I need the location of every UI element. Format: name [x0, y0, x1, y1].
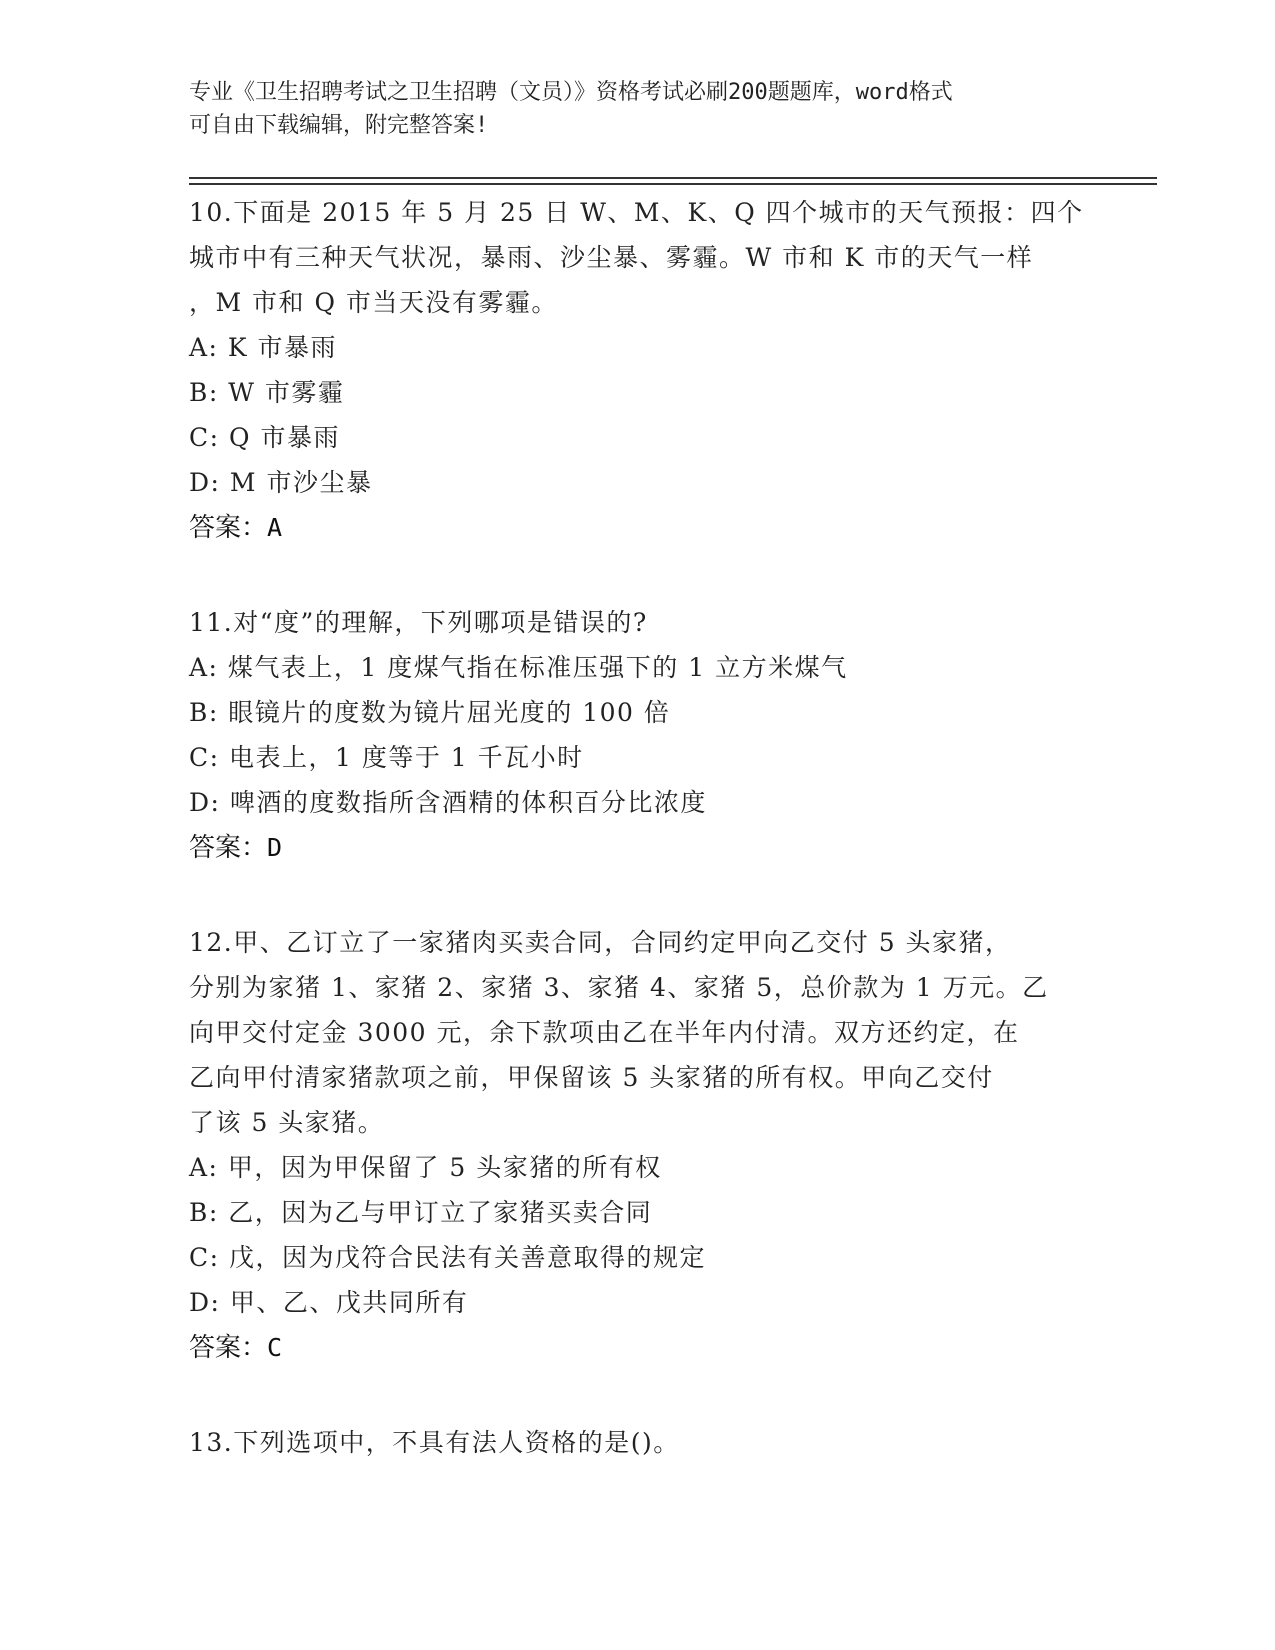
question-stem-line: 分别为家猪 1、家猪 2、家猪 3、家猪 4、家猪 5，总价款为 1 万元。乙 — [189, 973, 1049, 1002]
option-c: C: 戊，因为戊符合民法有关善意取得的规定 — [189, 1243, 706, 1272]
option-b: B: 眼镜片的度数为镜片屈光度的 100 倍 — [189, 698, 671, 727]
question-stem-line: 10.下面是 2015 年 5 月 25 日 W、M、K、Q 四个城市的天气预报：四个 — [189, 198, 1084, 227]
answer-line — [189, 505, 1089, 550]
question-stem-line: 13.下列选项中，不具有法人资格的是()。 — [189, 1428, 680, 1457]
option-c: C: Q 市暴雨 — [189, 423, 340, 452]
question-stem-line: 11.对“度”的理解，下列哪项是错误的? — [189, 608, 648, 637]
question-stem-line: 了该 5 头家猪。 — [189, 1108, 385, 1137]
question-stem-line: 乙向甲付清家猪款项之前，甲保留该 5 头家猪的所有权。甲向乙交付 — [189, 1063, 994, 1092]
option-a: A: K 市暴雨 — [189, 333, 338, 362]
question-spacer — [189, 550, 1089, 600]
header-divider-top — [189, 177, 1157, 179]
option-b: B: W 市雾霾 — [189, 378, 345, 407]
question-block — [189, 920, 1089, 1370]
option-c: C: 电表上，1 度等于 1 千瓦小时 — [189, 743, 584, 772]
question-stem-line: 12.甲、乙订立了一家猪肉买卖合同，合同约定甲向乙交付 5 头家猪， — [189, 928, 1012, 957]
option-d: D: M 市沙尘暴 — [189, 468, 373, 497]
answer-line — [189, 825, 1089, 870]
option-b: B: 乙，因为乙与甲订立了家猪买卖合同 — [189, 1198, 653, 1227]
answer-line — [189, 1325, 1089, 1370]
question-block — [189, 190, 1089, 550]
question-stem-line: 城市中有三种天气状况，暴雨、沙尘暴、雾霾。W 市和 K 市的天气一样 — [189, 243, 1034, 272]
option-a: A: 甲，因为甲保留了 5 头家猪的所有权 — [189, 1153, 662, 1182]
answer-value: C — [267, 1333, 283, 1362]
answer-label: 答案： — [189, 1333, 268, 1363]
header-title-line: 专业《卫生招聘考试之卫生招聘（文员）》资格考试必刷200题题库，word格式 — [189, 80, 953, 105]
question-spacer — [189, 870, 1089, 920]
option-d: D: 甲、乙、戊共同所有 — [189, 1288, 469, 1317]
answer-value: D — [267, 833, 283, 862]
answer-label: 答案： — [189, 833, 268, 863]
answer-label: 答案： — [189, 513, 268, 543]
question-stem-line: ，M 市和 Q 市当天没有雾霾。 — [189, 288, 558, 317]
answer-value: A — [267, 513, 283, 542]
question-list — [189, 190, 1089, 1465]
question-spacer — [189, 1370, 1089, 1420]
question-block — [189, 600, 1089, 870]
option-d: D: 啤酒的度数指所含酒精的体积百分比浓度 — [189, 788, 707, 817]
header-subtitle-line: 可自由下载编辑，附完整答案! — [189, 113, 489, 138]
question-stem-line: 向甲交付定金 3000 元，余下款项由乙在半年内付清。双方还约定，在 — [189, 1018, 1020, 1047]
header-divider-bottom — [189, 183, 1157, 185]
question-block — [189, 1420, 1089, 1465]
document-header — [189, 76, 1069, 142]
option-a: A: 煤气表上，1 度煤气指在标准压强下的 1 立方米煤气 — [189, 653, 848, 682]
